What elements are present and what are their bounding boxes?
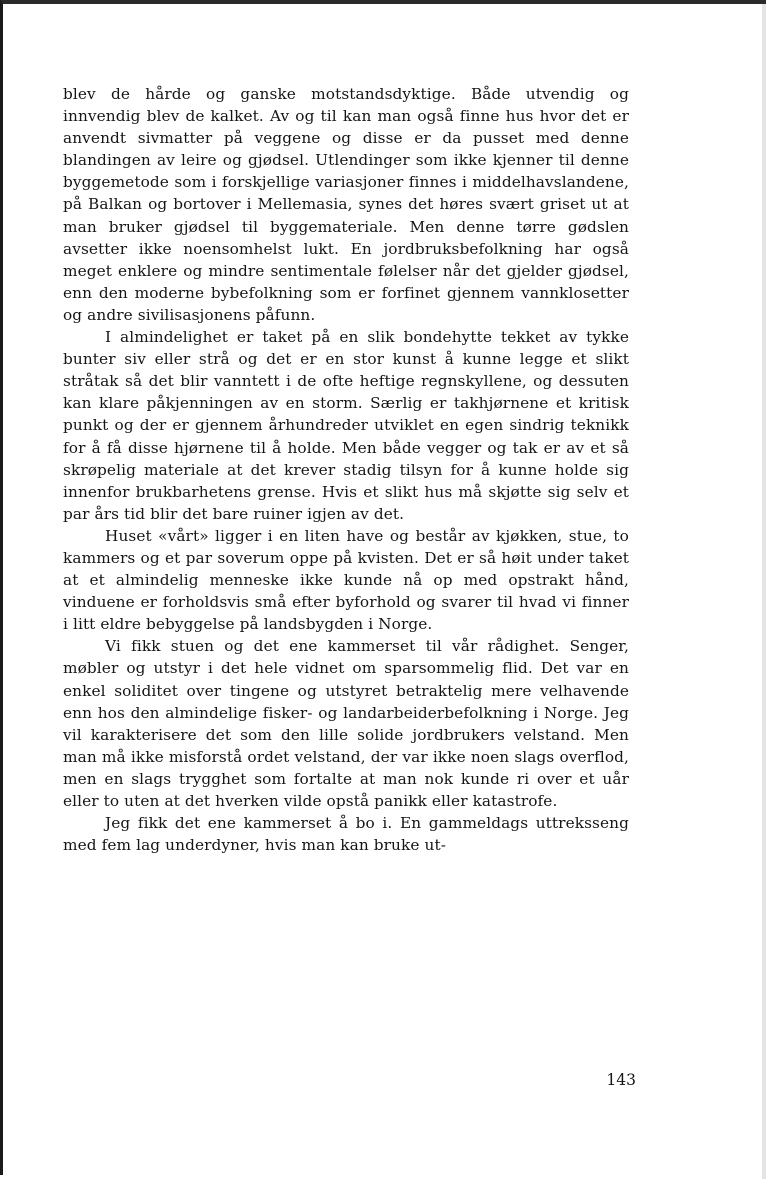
- scan-edge-shadow: [762, 4, 766, 1179]
- paragraph-3: Huset «vårt» ligger i en liten have og består av kjøkken, stue, to kammers og et par soverum oppe på kvisten. Det er så høit under taket at et almindelig menneske ikke kunde nå op med opstrakt hånd, vinduene er forholdsvis små efter byforhold og svarer til hvad vi finner i litt eldre bebyggelse på landsbygden i Norge.: [63, 526, 629, 634]
- paragraph-4: Vi fikk stuen og det ene kammerset til vår rådighet. Senger, møbler og utstyr i det hele vidnet om sparsommelig flid. Det var en enkel soliditet over tingene og utstyret betraktelig mere velhavende enn hos den almindelige fisker- og landarbeiderbefolkning i Norge. Jeg vil karakterisere det som den lille solide jordbrukers velstand. Men man må ikke misforstå ordet velstand, der var ikke noen slags overflod, men en slags trygghet som fortalte at man nok kunde ri over et uår eller to uten at det hverken vilde opstå panikk eller katastrofe.: [63, 637, 629, 810]
- paragraph-1-continued: blev de hårde og ganske motstandsdyktige. Både utvendig og innvendig blev de kalket. Av og til kan man også finne hus hvor det er anvendt sivmatter på veggene og disse er da pusset med denne blandingen av leire og gjødsel. Utlendinger som ikke kjenner til denne byggemetode som i forskjellige variasjoner finnes i middelhavslandene, på Balkan og bortover i Mellemasia, synes det høres svært griset ut at man bruker gjødsel til byggemateriale. Men denne tørre gødslen avsetter ikke noensomhelst lukt. En jordbruksbefolkning har også meget enklere og mindre sentimentale følelser når det gjelder gjødsel, enn den moderne bybefolkning som er forfinet gjennem vannklosetter og andre sivilisasjonens påfunn.: [63, 85, 629, 324]
- paragraph-2: I almindelighet er taket på en slik bondehytte tekket av tykke bunter siv eller strå og det er en stor kunst å kunne legge et slikt stråtak så det blir vanntett i de ofte heftige regnskyllene, og dessuten kan klare påkjenningen av en storm. Særlig er takhjørnene et kritisk punkt og der er gjennem århundreder utviklet en egen sindrig teknikk for å få disse hjørnene til å holde. Men både vegger og tak er av et så skrøpelig materiale at det krever stadig tilsyn for å kunne holde sig innenfor brukbarhetens grense. Hvis et slikt hus må skjøtte sig selv et par års tid blir det bare ruiner igjen av det.: [63, 328, 629, 523]
- body-text: [63, 83, 629, 856]
- paragraph-5: Jeg fikk det ene kammerset å bo i. En gammeldags uttreksseng med fem lag underdyner, hvis man kan bruke ut-: [63, 814, 629, 855]
- page-number: 143: [606, 1071, 636, 1089]
